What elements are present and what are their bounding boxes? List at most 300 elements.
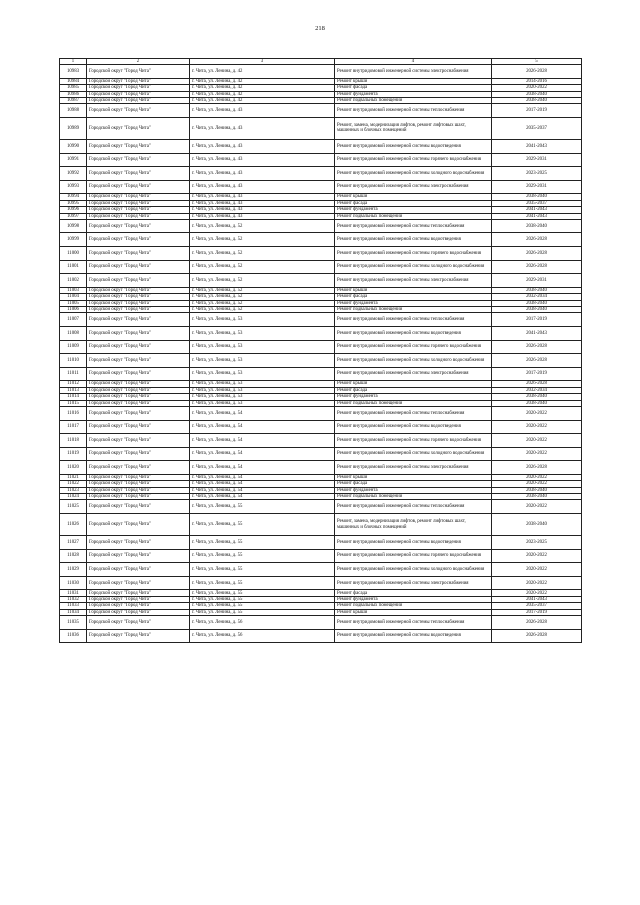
table-row xyxy=(60,313,582,327)
work-type-cell: Ремонт внутридомовой инженерной системы горячего водоснабжения xyxy=(335,340,492,354)
work-type-cell: Ремонт внутридомовой инженерной системы холодного водоснабжения xyxy=(335,260,492,274)
period-cell: 2017-2019 xyxy=(492,104,582,118)
work-type-cell: Ремонт фундамента xyxy=(335,91,492,97)
work-type-cell: Ремонт внутридомовой инженерной системы теплоснабжения xyxy=(335,313,492,327)
row-number-cell: 10985 xyxy=(60,85,87,91)
row-number-cell: 11020 xyxy=(60,461,87,475)
repair-schedule-table xyxy=(59,58,582,643)
period-cell: 2038-2040 xyxy=(492,219,582,233)
municipality-cell: Городской округ "Город Чита" xyxy=(87,500,190,514)
row-number-cell: 11025 xyxy=(60,500,87,514)
row-number-cell: 10989 xyxy=(60,117,87,139)
row-number-cell: 10991 xyxy=(60,153,87,167)
address-cell: г. Чита, ул. Ленина, д. 52 xyxy=(190,300,335,306)
address-cell: г. Чита, ул. Ленина, д. 54 xyxy=(190,487,335,493)
period-cell: 2035-2037 xyxy=(492,117,582,139)
municipality-cell: Городской округ "Город Чита" xyxy=(87,97,190,103)
period-cell: 2035-2037 xyxy=(492,603,582,609)
municipality-cell: Городской округ "Город Чита" xyxy=(87,563,190,577)
row-number-cell: 11018 xyxy=(60,434,87,448)
address-cell: г. Чита, ул. Ленина, д. 53 xyxy=(190,354,335,368)
address-cell: г. Чита, ул. Ленина, д. 53 xyxy=(190,327,335,341)
table-row xyxy=(60,104,582,118)
work-type-cell: Ремонт фасада xyxy=(335,481,492,487)
row-number-cell: 11023 xyxy=(60,487,87,493)
row-number-cell: 10996 xyxy=(60,207,87,213)
table-row xyxy=(60,461,582,475)
address-cell: г. Чита, ул. Ленина, д. 42 xyxy=(190,91,335,97)
period-cell: 2038-2040 xyxy=(492,514,582,536)
address-cell: г. Чита, ул. Ленина, д. 43 xyxy=(190,139,335,153)
municipality-cell: Городской округ "Город Чита" xyxy=(87,104,190,118)
address-cell: г. Чита, ул. Ленина, д. 52 xyxy=(190,274,335,288)
municipality-cell: Городской округ "Город Чита" xyxy=(87,367,190,381)
table-row xyxy=(60,576,582,590)
municipality-cell: Городской округ "Город Чита" xyxy=(87,274,190,288)
work-type-cell: Ремонт внутридомовой инженерной системы электроснабжения xyxy=(335,274,492,288)
row-number-cell: 11007 xyxy=(60,313,87,327)
work-type-cell: Ремонт крыши xyxy=(335,78,492,84)
work-type-cell: Ремонт, замена, модернизация лифтов, ремонт лифтовых шахт, машинных и блочных помещений xyxy=(335,514,492,536)
period-cell: 2038-2040 xyxy=(492,400,582,406)
period-cell: 2035-2037 xyxy=(492,200,582,206)
work-type-cell: Ремонт внутридомовой инженерной системы электроснабжения xyxy=(335,65,492,79)
row-number-cell: 11026 xyxy=(60,514,87,536)
address-cell: г. Чита, ул. Ленина, д. 53 xyxy=(190,394,335,400)
period-cell: 2038-2040 xyxy=(492,97,582,103)
row-number-cell: 10990 xyxy=(60,139,87,153)
work-type-cell: Ремонт крыши xyxy=(335,609,492,615)
municipality-cell: Городской округ "Город Чита" xyxy=(87,233,190,247)
table-row xyxy=(60,65,582,79)
row-number-cell: 10993 xyxy=(60,180,87,194)
row-number-cell: 11019 xyxy=(60,447,87,461)
table-row xyxy=(60,153,582,167)
row-number-cell: 11000 xyxy=(60,247,87,261)
table-row xyxy=(60,260,582,274)
row-number-cell: 11009 xyxy=(60,340,87,354)
municipality-cell: Городской округ "Город Чита" xyxy=(87,167,190,181)
table-row xyxy=(60,406,582,420)
work-type-cell: Ремонт подвальных помещений xyxy=(335,97,492,103)
row-number-cell: 11002 xyxy=(60,274,87,288)
period-cell: 2017-2019 xyxy=(492,367,582,381)
table-row xyxy=(60,117,582,139)
address-cell: г. Чита, ул. Ленина, д. 43 xyxy=(190,104,335,118)
address-cell: г. Чита, ул. Ленина, д. 55 xyxy=(190,596,335,602)
period-cell: 2026-2028 xyxy=(492,381,582,387)
municipality-cell: Городской округ "Город Чита" xyxy=(87,300,190,306)
address-cell: г. Чита, ул. Ленина, д. 55 xyxy=(190,549,335,563)
address-cell: г. Чита, ул. Ленина, д. 53 xyxy=(190,313,335,327)
row-number-cell: 11033 xyxy=(60,603,87,609)
address-cell: г. Чита, ул. Ленина, д. 54 xyxy=(190,474,335,480)
municipality-cell: Городской округ "Город Чита" xyxy=(87,85,190,91)
period-cell: 2041-2043 xyxy=(492,327,582,341)
table-row xyxy=(60,247,582,261)
municipality-cell: Городской округ "Город Чита" xyxy=(87,406,190,420)
table-row xyxy=(60,447,582,461)
work-type-cell: Ремонт фасада xyxy=(335,590,492,596)
row-number-cell: 11029 xyxy=(60,563,87,577)
work-type-cell: Ремонт подвальных помещений xyxy=(335,494,492,500)
address-cell: г. Чита, ул. Ленина, д. 55 xyxy=(190,603,335,609)
municipality-cell: Городской округ "Город Чита" xyxy=(87,420,190,434)
table-row xyxy=(60,549,582,563)
address-cell: г. Чита, ул. Ленина, д. 43 xyxy=(190,180,335,194)
municipality-cell: Городской округ "Город Чита" xyxy=(87,65,190,79)
row-number-cell: 11034 xyxy=(60,609,87,615)
period-cell: 2038-2040 xyxy=(492,194,582,200)
address-cell: г. Чита, ул. Ленина, д. 52 xyxy=(190,307,335,313)
period-cell: 2026-2028 xyxy=(492,354,582,368)
period-cell: 2032-2034 xyxy=(492,294,582,300)
work-type-cell: Ремонт внутридомовой инженерной системы теплоснабжения xyxy=(335,500,492,514)
municipality-cell: Городской округ "Город Чита" xyxy=(87,381,190,387)
period-cell: 2020-2022 xyxy=(492,420,582,434)
work-type-cell: Ремонт внутридомовой инженерной системы электроснабжения xyxy=(335,576,492,590)
municipality-cell: Городской округ "Город Чита" xyxy=(87,629,190,643)
municipality-cell: Городской округ "Город Чита" xyxy=(87,247,190,261)
row-number-cell: 11014 xyxy=(60,394,87,400)
municipality-cell: Городской округ "Город Чита" xyxy=(87,213,190,219)
row-number-cell: 11022 xyxy=(60,481,87,487)
municipality-cell: Городской округ "Город Чита" xyxy=(87,313,190,327)
period-cell: 2017-2019 xyxy=(492,609,582,615)
table-row xyxy=(60,340,582,354)
work-type-cell: Ремонт фундамента xyxy=(335,487,492,493)
table-row xyxy=(60,219,582,233)
period-cell: 2026-2028 xyxy=(492,65,582,79)
table-row xyxy=(60,434,582,448)
work-type-cell: Ремонт внутридомовой инженерной системы водоотведения xyxy=(335,233,492,247)
table-row xyxy=(60,563,582,577)
address-cell: г. Чита, ул. Ленина, д. 43 xyxy=(190,207,335,213)
period-cell: 2041-2043 xyxy=(492,139,582,153)
table-row xyxy=(60,616,582,630)
work-type-cell: Ремонт фундамента xyxy=(335,207,492,213)
period-cell: 2038-2040 xyxy=(492,394,582,400)
municipality-cell: Городской округ "Город Чита" xyxy=(87,354,190,368)
address-cell: г. Чита, ул. Ленина, д. 54 xyxy=(190,420,335,434)
period-cell: 2020-2022 xyxy=(492,590,582,596)
row-number-cell: 10983 xyxy=(60,65,87,79)
row-number-cell: 11010 xyxy=(60,354,87,368)
row-number-cell: 10986 xyxy=(60,91,87,97)
period-cell: 2017-2019 xyxy=(492,313,582,327)
municipality-cell: Городской округ "Город Чита" xyxy=(87,461,190,475)
period-cell: 2020-2022 xyxy=(492,474,582,480)
row-number-cell: 10998 xyxy=(60,219,87,233)
work-type-cell: Ремонт подвальных помещений xyxy=(335,213,492,219)
address-cell: г. Чита, ул. Ленина, д. 55 xyxy=(190,609,335,615)
municipality-cell: Городской округ "Город Чита" xyxy=(87,260,190,274)
work-type-cell: Ремонт фасада xyxy=(335,85,492,91)
row-number-cell: 10999 xyxy=(60,233,87,247)
row-number-cell: 11024 xyxy=(60,494,87,500)
period-cell: 2020-2022 xyxy=(492,434,582,448)
municipality-cell: Городской округ "Город Чита" xyxy=(87,78,190,84)
municipality-cell: Городской округ "Город Чита" xyxy=(87,200,190,206)
municipality-cell: Городской округ "Город Чита" xyxy=(87,487,190,493)
row-number-cell: 10995 xyxy=(60,200,87,206)
municipality-cell: Городской округ "Город Чита" xyxy=(87,287,190,293)
address-cell: г. Чита, ул. Ленина, д. 54 xyxy=(190,406,335,420)
period-cell: 2041-2043 xyxy=(492,596,582,602)
table-row xyxy=(60,536,582,550)
work-type-cell: Ремонт внутридомовой инженерной системы водоотведения xyxy=(335,629,492,643)
address-cell: г. Чита, ул. Ленина, д. 54 xyxy=(190,447,335,461)
address-cell: г. Чита, ул. Ленина, д. 55 xyxy=(190,514,335,536)
work-type-cell: Ремонт внутридомовой инженерной системы теплоснабжения xyxy=(335,406,492,420)
work-type-cell: Ремонт крыши xyxy=(335,287,492,293)
work-type-cell: Ремонт внутридомовой инженерной системы теплоснабжения xyxy=(335,616,492,630)
period-cell: 2038-2040 xyxy=(492,300,582,306)
municipality-cell: Городской округ "Город Чита" xyxy=(87,294,190,300)
work-type-cell: Ремонт внутридомовой инженерной системы холодного водоснабжения xyxy=(335,563,492,577)
work-type-cell: Ремонт подвальных помещений xyxy=(335,400,492,406)
period-cell: 2038-2040 xyxy=(492,287,582,293)
work-type-cell: Ремонт внутридомовой инженерной системы теплоснабжения xyxy=(335,219,492,233)
address-cell: г. Чита, ул. Ленина, д. 55 xyxy=(190,500,335,514)
municipality-cell: Городской округ "Город Чита" xyxy=(87,590,190,596)
address-cell: г. Чита, ул. Ленина, д. 52 xyxy=(190,247,335,261)
address-cell: г. Чита, ул. Ленина, д. 52 xyxy=(190,233,335,247)
address-cell: г. Чита, ул. Ленина, д. 42 xyxy=(190,97,335,103)
period-cell: 2026-2028 xyxy=(492,260,582,274)
work-type-cell: Ремонт внутридомовой инженерной системы горячего водоснабжения xyxy=(335,247,492,261)
work-type-cell: Ремонт фундамента xyxy=(335,596,492,602)
period-cell: 2026-2028 xyxy=(492,247,582,261)
address-cell: г. Чита, ул. Ленина, д. 43 xyxy=(190,200,335,206)
period-cell: 2020-2022 xyxy=(492,85,582,91)
municipality-cell: Городской округ "Город Чита" xyxy=(87,481,190,487)
municipality-cell: Городской округ "Город Чита" xyxy=(87,434,190,448)
table-row xyxy=(60,420,582,434)
work-type-cell: Ремонт внутридомовой инженерной системы водоотведения xyxy=(335,139,492,153)
work-type-cell: Ремонт крыши xyxy=(335,381,492,387)
row-number-cell: 11003 xyxy=(60,287,87,293)
row-number-cell: 11032 xyxy=(60,596,87,602)
row-number-cell: 11016 xyxy=(60,406,87,420)
work-type-cell: Ремонт внутридомовой инженерной системы водоотведения xyxy=(335,420,492,434)
period-cell: 2023-2025 xyxy=(492,536,582,550)
period-cell: 2041-2043 xyxy=(492,207,582,213)
work-type-cell: Ремонт внутридомовой инженерной системы электроснабжения xyxy=(335,367,492,381)
row-number-cell: 11004 xyxy=(60,294,87,300)
municipality-cell: Городской округ "Город Чита" xyxy=(87,219,190,233)
row-number-cell: 11013 xyxy=(60,387,87,393)
row-number-cell: 11011 xyxy=(60,367,87,381)
work-type-cell: Ремонт внутридомовой инженерной системы водоотведения xyxy=(335,536,492,550)
period-cell: 2026-2028 xyxy=(492,616,582,630)
period-cell: 2020-2022 xyxy=(492,447,582,461)
address-cell: г. Чита, ул. Ленина, д. 53 xyxy=(190,387,335,393)
row-number-cell: 11028 xyxy=(60,549,87,563)
row-number-cell: 11036 xyxy=(60,629,87,643)
row-number-cell: 11030 xyxy=(60,576,87,590)
municipality-cell: Городской округ "Город Чита" xyxy=(87,139,190,153)
row-number-cell: 11006 xyxy=(60,307,87,313)
table-row xyxy=(60,274,582,288)
municipality-cell: Городской округ "Город Чита" xyxy=(87,180,190,194)
address-cell: г. Чита, ул. Ленина, д. 42 xyxy=(190,65,335,79)
address-cell: г. Чита, ул. Ленина, д. 54 xyxy=(190,494,335,500)
work-type-cell: Ремонт фундамента xyxy=(335,394,492,400)
address-cell: г. Чита, ул. Ленина, д. 43 xyxy=(190,194,335,200)
address-cell: г. Чита, ул. Ленина, д. 43 xyxy=(190,117,335,139)
address-cell: г. Чита, ул. Ленина, д. 56 xyxy=(190,629,335,643)
municipality-cell: Городской округ "Город Чита" xyxy=(87,494,190,500)
table-row xyxy=(60,500,582,514)
row-number-cell: 10988 xyxy=(60,104,87,118)
address-cell: г. Чита, ул. Ленина, д. 52 xyxy=(190,294,335,300)
row-number-cell: 10987 xyxy=(60,97,87,103)
page-number: 218 xyxy=(315,25,325,32)
address-cell: г. Чита, ул. Ленина, д. 53 xyxy=(190,367,335,381)
column-header: 1 xyxy=(60,59,87,65)
work-type-cell: Ремонт внутридомовой инженерной системы электроснабжения xyxy=(335,461,492,475)
work-type-cell: Ремонт фасада xyxy=(335,294,492,300)
municipality-cell: Городской округ "Город Чита" xyxy=(87,327,190,341)
municipality-cell: Городской округ "Город Чита" xyxy=(87,596,190,602)
row-number-cell: 10984 xyxy=(60,78,87,84)
table-row xyxy=(60,327,582,341)
municipality-cell: Городской округ "Город Чита" xyxy=(87,387,190,393)
address-cell: г. Чита, ул. Ленина, д. 55 xyxy=(190,576,335,590)
address-cell: г. Чита, ул. Ленина, д. 52 xyxy=(190,260,335,274)
row-number-cell: 11035 xyxy=(60,616,87,630)
address-cell: г. Чита, ул. Ленина, д. 42 xyxy=(190,85,335,91)
municipality-cell: Городской округ "Город Чита" xyxy=(87,117,190,139)
municipality-cell: Городской округ "Город Чита" xyxy=(87,340,190,354)
period-cell: 2038-2040 xyxy=(492,487,582,493)
municipality-cell: Городской округ "Город Чита" xyxy=(87,514,190,536)
address-cell: г. Чита, ул. Ленина, д. 55 xyxy=(190,536,335,550)
work-type-cell: Ремонт подвальных помещений xyxy=(335,603,492,609)
period-cell: 2020-2022 xyxy=(492,406,582,420)
row-number-cell: 11021 xyxy=(60,474,87,480)
work-type-cell: Ремонт внутридомовой инженерной системы горячего водоснабжения xyxy=(335,153,492,167)
period-cell: 2029-2031 xyxy=(492,153,582,167)
work-type-cell: Ремонт фундамента xyxy=(335,300,492,306)
municipality-cell: Городской округ "Город Чита" xyxy=(87,474,190,480)
table-row xyxy=(60,629,582,643)
table-row xyxy=(60,180,582,194)
row-number-cell: 11017 xyxy=(60,420,87,434)
period-cell: 2041-2043 xyxy=(492,213,582,219)
address-cell: г. Чита, ул. Ленина, д. 54 xyxy=(190,461,335,475)
row-number-cell: 11012 xyxy=(60,381,87,387)
period-cell: 2038-2040 xyxy=(492,494,582,500)
table-row xyxy=(60,233,582,247)
column-header: 4 xyxy=(335,59,492,65)
table-row xyxy=(60,139,582,153)
address-cell: г. Чита, ул. Ленина, д. 53 xyxy=(190,340,335,354)
address-cell: г. Чита, ул. Ленина, д. 56 xyxy=(190,616,335,630)
address-cell: г. Чита, ул. Ленина, д. 53 xyxy=(190,381,335,387)
work-type-cell: Ремонт внутридомовой инженерной системы водоотведения xyxy=(335,327,492,341)
period-cell: 2038-2040 xyxy=(492,91,582,97)
address-cell: г. Чита, ул. Ленина, д. 43 xyxy=(190,167,335,181)
work-type-cell: Ремонт внутридомовой инженерной системы холодного водоснабжения xyxy=(335,447,492,461)
period-cell: 2026-2028 xyxy=(492,340,582,354)
municipality-cell: Городской округ "Город Чита" xyxy=(87,549,190,563)
row-number-cell: 11015 xyxy=(60,400,87,406)
municipality-cell: Городской округ "Город Чита" xyxy=(87,394,190,400)
municipality-cell: Городской округ "Город Чита" xyxy=(87,536,190,550)
work-type-cell: Ремонт фасада xyxy=(335,200,492,206)
column-header: 3 xyxy=(190,59,335,65)
address-cell: г. Чита, ул. Ленина, д. 55 xyxy=(190,590,335,596)
row-number-cell: 10992 xyxy=(60,167,87,181)
municipality-cell: Городской округ "Город Чита" xyxy=(87,91,190,97)
municipality-cell: Городской округ "Город Чита" xyxy=(87,207,190,213)
period-cell: 2026-2028 xyxy=(492,629,582,643)
period-cell: 2020-2022 xyxy=(492,481,582,487)
period-cell: 2020-2022 xyxy=(492,549,582,563)
column-header: 2 xyxy=(87,59,190,65)
address-cell: г. Чита, ул. Ленина, д. 42 xyxy=(190,78,335,84)
address-cell: г. Чита, ул. Ленина, д. 53 xyxy=(190,400,335,406)
row-number-cell: 11008 xyxy=(60,327,87,341)
work-type-cell: Ремонт крыши xyxy=(335,194,492,200)
municipality-cell: Городской округ "Город Чита" xyxy=(87,194,190,200)
column-header: 5 xyxy=(492,59,582,65)
period-cell: 2020-2022 xyxy=(492,500,582,514)
municipality-cell: Городской округ "Город Чита" xyxy=(87,447,190,461)
work-type-cell: Ремонт подвальных помещений xyxy=(335,307,492,313)
work-type-cell: Ремонт, замена, модернизация лифтов, ремонт лифтовых шахт, машинных и блочных помещений xyxy=(335,117,492,139)
row-number-cell: 11005 xyxy=(60,300,87,306)
address-cell: г. Чита, ул. Ленина, д. 54 xyxy=(190,434,335,448)
municipality-cell: Городской округ "Город Чита" xyxy=(87,307,190,313)
period-cell: 2032-2034 xyxy=(492,387,582,393)
table-row xyxy=(60,354,582,368)
municipality-cell: Городской округ "Город Чита" xyxy=(87,400,190,406)
row-number-cell: 11031 xyxy=(60,590,87,596)
municipality-cell: Городской округ "Город Чита" xyxy=(87,153,190,167)
address-cell: г. Чита, ул. Ленина, д. 52 xyxy=(190,287,335,293)
address-cell: г. Чита, ул. Ленина, д. 52 xyxy=(190,219,335,233)
work-type-cell: Ремонт внутридомовой инженерной системы холодного водоснабжения xyxy=(335,354,492,368)
period-cell: 2020-2022 xyxy=(492,563,582,577)
table-row xyxy=(60,514,582,536)
row-number-cell: 11027 xyxy=(60,536,87,550)
table-row xyxy=(60,367,582,381)
period-cell: 2020-2022 xyxy=(492,576,582,590)
row-number-cell: 10994 xyxy=(60,194,87,200)
table-row xyxy=(60,167,582,181)
address-cell: г. Чита, ул. Ленина, д. 43 xyxy=(190,153,335,167)
address-cell: г. Чита, ул. Ленина, д. 54 xyxy=(190,481,335,487)
work-type-cell: Ремонт внутридомовой инженерной системы электроснабжения xyxy=(335,180,492,194)
address-cell: г. Чита, ул. Ленина, д. 43 xyxy=(190,213,335,219)
period-cell: 2038-2040 xyxy=(492,307,582,313)
work-type-cell: Ремонт внутридомовой инженерной системы горячего водоснабжения xyxy=(335,434,492,448)
row-number-cell: 10997 xyxy=(60,213,87,219)
period-cell: 2026-2028 xyxy=(492,461,582,475)
work-type-cell: Ремонт внутридомовой инженерной системы холодного водоснабжения xyxy=(335,167,492,181)
work-type-cell: Ремонт внутридомовой инженерной системы теплоснабжения xyxy=(335,104,492,118)
municipality-cell: Городской округ "Город Чита" xyxy=(87,576,190,590)
work-type-cell: Ремонт внутридомовой инженерной системы горячего водоснабжения xyxy=(335,549,492,563)
municipality-cell: Городской округ "Город Чита" xyxy=(87,616,190,630)
municipality-cell: Городской округ "Город Чита" xyxy=(87,603,190,609)
municipality-cell: Городской округ "Город Чита" xyxy=(87,609,190,615)
period-cell: 2029-2031 xyxy=(492,180,582,194)
address-cell: г. Чита, ул. Ленина, д. 55 xyxy=(190,563,335,577)
